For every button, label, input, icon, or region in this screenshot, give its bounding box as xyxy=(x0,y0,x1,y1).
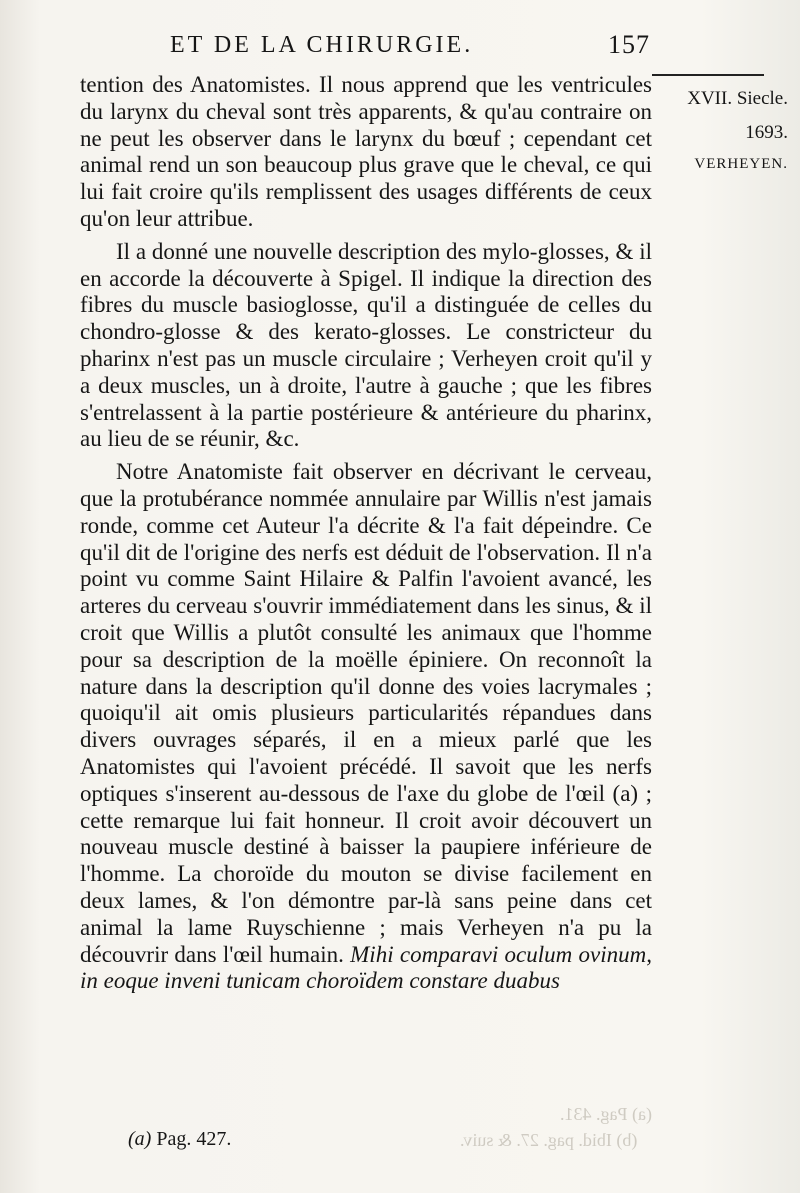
margin-note-author: VERHEYEN. xyxy=(694,156,788,172)
paragraph-3-text: Notre Anatomiste fait observer en décrivant le cerveau, que la protubérance nommée annulaire par Willis n'est jamais ronde, comme cet Auteur l'a décrite & l'a fait dépeindre. Ce qu'il dit de l'origine des nerfs est déduit de l'observation. Il n'a point vu comme Saint Hilaire & Palfin l'avoient avancé, les arteres du cerveau s'ouvrir immédiatement dans les sinus, & il croit que Willis a plutôt consulté les animaux que l'homme pour sa description de la moëlle épiniere. On reconnoît la nature dans la description qu'il donne des voies lacrymales ; quoiqu'il ait omis plusieurs particularités répandues dans divers ouvrages séparés, il en a mieux parlé que les Anatomistes qui l'avoient précédé. Il savoit que les nerfs optiques s'inserent au-dessous de l'axe du globe de l'œil (a) ; cette remarque lui fait honneur. Il croit avoir découvert un nouveau muscle destiné à baisser la paupiere inférieure de l'homme. La choroïde du mouton se divise facilement en deux lames, & l'on démontre par-là sans peine dans cet animal la lame Ruyschienne ; mais Verheyen n'a pu la découvrir dans l'œil humain. xyxy=(80,459,652,967)
margin-note-century: XVII. Siecle. xyxy=(687,88,788,109)
footnote xyxy=(128,1128,231,1151)
footnote-mark: (a) xyxy=(128,1128,152,1150)
paragraph-3 xyxy=(80,459,652,995)
bleed-through-line-1: (a) Pag. 431. xyxy=(560,1104,652,1124)
bleed-through-line-2: (b) Ibid. pag. 27. & suiv. xyxy=(460,1130,638,1150)
paragraph-2: Il a donné une nouvelle description des mylo-glosses, & il en accorde la découverte à Spigel. Il indique la direction des fibres du muscle basioglosse, qu'il a distinguée de celles du chondro-glosse & des kerato-glosses. Le constricteur du pharinx n'est pas un muscle circulaire ; Verheyen croit qu'il y a deux muscles, un à droite, l'autre à gauche ; que les fibres s'entrelassent à la partie postérieure & antérieure du pharinx, au lieu de se réunir, &c. xyxy=(80,238,652,452)
footnote-text: Pag. 427. xyxy=(156,1128,232,1150)
running-head-title: ET DE LA CHIRURGIE. xyxy=(170,32,474,58)
page-number: 157 xyxy=(608,30,650,59)
header-rule xyxy=(652,74,764,76)
latin-quotation: Mihi comparavi oculum ovinum, in eoque inveni tunicam choroïdem constare duabus xyxy=(80,941,652,994)
paragraph-1: tention des Anatomistes. Il nous apprend que les ventricules du larynx du cheval sont très apparents, & qu'au contraire on ne peut les observer dans le larynx du bœuf ; cependant cet animal rend un son beaucoup plus grave que le cheval, ce qui lui fait croire qu'ils remplissent des usages différents de ceux qu'on leur attribue. xyxy=(80,72,652,231)
body-text xyxy=(80,72,652,995)
margin-note-year: 1693. xyxy=(745,122,788,143)
